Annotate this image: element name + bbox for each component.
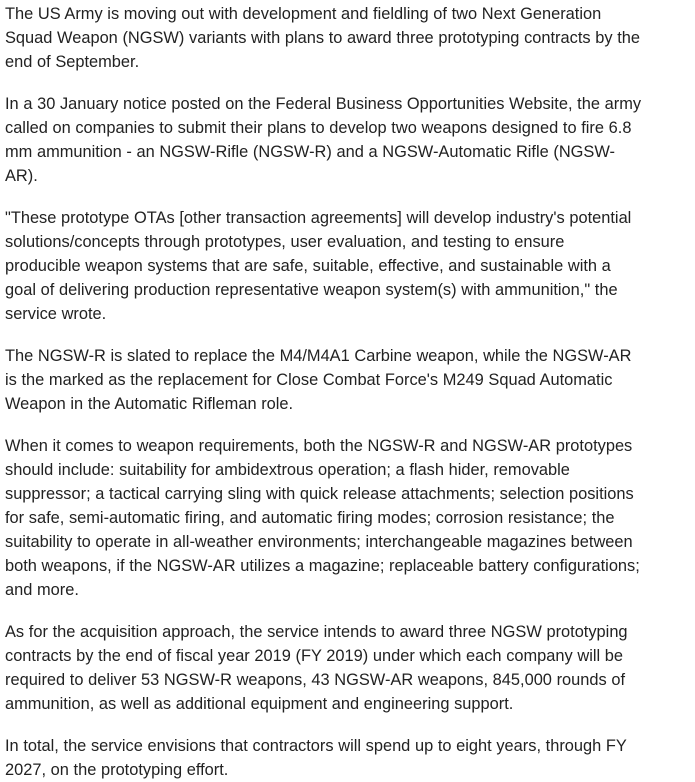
- paragraph-notice: In a 30 January notice posted on the Federal Business Opportunities Website, the army called on companies to submit their plans to develop two weapons designed to fire 6.8 mm ammunition - an NGSW-Rifle (NGSW-R) and a NGSW-Automatic Rifle (NGSW- AR).: [5, 95, 642, 185]
- paragraph-quote: "These prototype OTAs [other transaction agreements] will develop industry's potential solutions/concepts through prototypes, user evaluation, and testing to ensure producible weapon systems that are safe, suitable, effective, and sustainable with a goal of delivering production representative weapon system(s) with ammunition," the service wrote.: [5, 209, 632, 323]
- paragraph-acquisition: As for the acquisition approach, the service intends to award three NGSW prototyping contracts by the end of fiscal year 2019 (FY 2019) under which each company will be required to deliver 53 NGSW-R weapons, 43 NGSW-AR weapons, 845,000 rounds of ammunition, as well as additional equipment and engineering support.: [5, 623, 628, 713]
- paragraph-replacement: The NGSW-R is slated to replace the M4/M4A1 Carbine weapon, while the NGSW-AR is the marked as the replacement for Close Combat Force's M249 Squad Automatic Weapon in the Automatic Rifleman role.: [5, 347, 632, 413]
- paragraph-total: In total, the service envisions that contractors will spend up to eight years, through FY 2027, on the prototyping effort.: [5, 737, 627, 779]
- paragraph-intro: The US Army is moving out with development and fieldling of two Next Generation Squad Weapon (NGSW) variants with plans to award three prototyping contracts by the end of September.: [5, 5, 640, 71]
- paragraph-requirements: When it comes to weapon requirements, both the NGSW-R and NGSW-AR prototypes should include: suitability for ambidextrous operation; a flash hider, removable suppressor; a tactical carrying sling with quick release attachments; selection positions for safe, semi-automatic firing, and automatic firing modes; corrosion resistance; the suitability to operate in all-weather environments; interchangeable magazines between both weapons, if the NGSW-AR utilizes a magazine; replaceable battery configurations; and more.: [5, 437, 640, 599]
